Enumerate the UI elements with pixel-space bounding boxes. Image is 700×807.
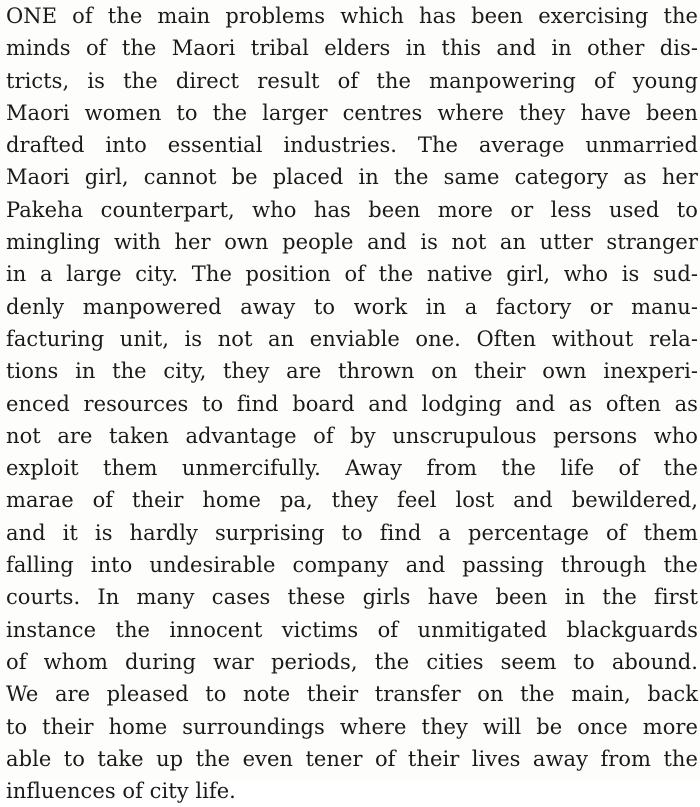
article-body bbox=[6, 0, 698, 807]
text-line: drafted into essential industries. The average unmarried bbox=[6, 133, 698, 158]
text-line: tricts, is the direct result of the manpowering of young bbox=[6, 68, 698, 93]
text-line: denly manpowered away to work in a factory or manu- bbox=[6, 294, 698, 319]
text-line: and it is hardly surprising to find a percentage of them bbox=[6, 520, 698, 545]
text-line: tions in the city, they are thrown on their own inexperi- bbox=[6, 359, 698, 384]
text-line: not are taken advantage of by unscrupulous persons who bbox=[6, 423, 698, 448]
text-line: Maori girl, cannot be placed in the same category as her bbox=[6, 165, 698, 190]
text-line: ONE of the main problems which has been exercising the bbox=[6, 4, 698, 28]
text-line: instance the innocent victims of unmitigated blackguards bbox=[6, 617, 698, 642]
text-line: in a large city. The position of the native girl, who is sud- bbox=[6, 262, 698, 287]
text-line: falling into undesirable company and passing through the bbox=[6, 553, 698, 578]
text-line: able to take up the even tener of their lives away from the bbox=[6, 746, 698, 771]
text-line: facturing unit, is not an enviable one. Often without rela- bbox=[6, 326, 698, 351]
text-line: mingling with her own people and is not an utter stranger bbox=[6, 230, 698, 255]
text-line: We are pleased to note their transfer on the main, back bbox=[6, 682, 698, 707]
text-line: Maori women to the larger centres where they have been bbox=[6, 100, 698, 125]
text-line: marae of their home pa, they feel lost and bewildered, bbox=[6, 488, 698, 513]
text-line: courts. In many cases these girls have been in the first bbox=[6, 585, 698, 610]
text-line: exploit them unmercifully. Away from the life of the bbox=[6, 456, 698, 481]
text-line: of whom during war periods, the cities seem to abound. bbox=[6, 649, 698, 674]
text-line: enced resources to find board and lodging and as often as bbox=[6, 391, 698, 416]
text-line: Pakeha counterpart, who has been more or less used to bbox=[6, 197, 698, 222]
text-line: minds of the Maori tribal elders in this and in other dis- bbox=[6, 36, 698, 61]
text-line-last: influences of city life. bbox=[6, 779, 236, 804]
text-line: to their home surroundings where they will be once more bbox=[6, 714, 698, 739]
